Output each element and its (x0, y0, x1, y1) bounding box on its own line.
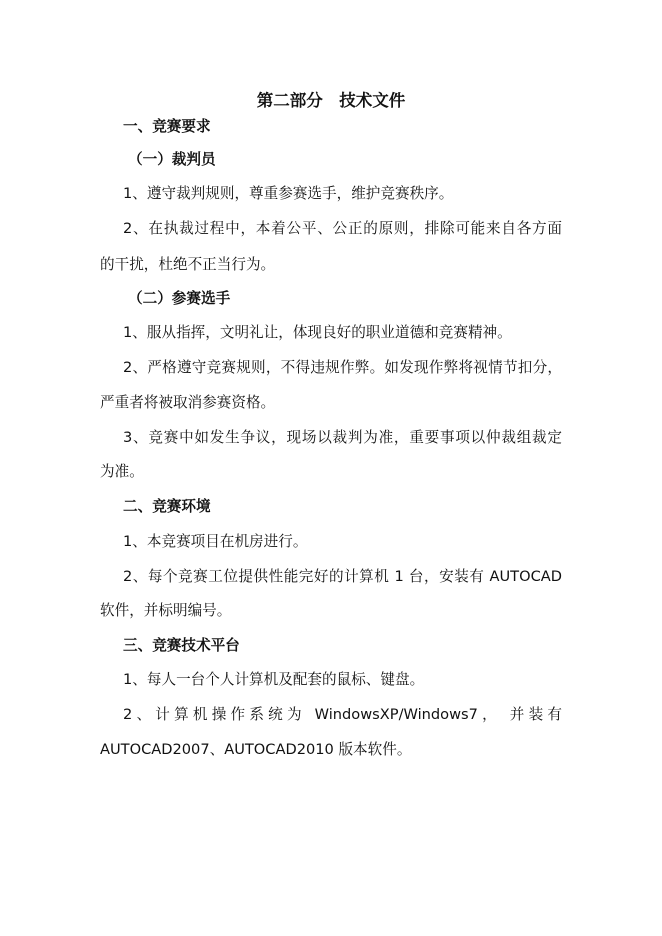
paragraph-line: 为准。 (100, 463, 144, 480)
paragraph-line: 2、每个竞赛工位提供性能完好的计算机 1 台，安装有 AUTOCAD (123, 568, 562, 585)
section-heading-requirements: 一、竞赛要求 (123, 118, 211, 135)
paragraph-line: 的干扰，杜绝不正当行为。 (100, 256, 276, 273)
paragraph: 1、服从指挥，文明礼让，体现良好的职业道德和竞赛精神。 (123, 324, 512, 341)
subheading-referees: （一）裁判员 (128, 151, 216, 168)
paragraph: 1、每人一台个人计算机及配套的鼠标、键盘。 (123, 671, 425, 688)
paragraph-line: 3、竞赛中如发生争议，现场以裁判为准，重要事项以仲裁组裁定 (123, 429, 562, 446)
paragraph: 1、遵守裁判规则，尊重参赛选手，维护竞赛秩序。 (123, 185, 454, 202)
paragraph: 1、本竞赛项目在机房进行。 (123, 533, 308, 550)
paragraph-line: 2、计算机操作系统为 WindowsXP/Windows7， 并装有 (123, 706, 562, 723)
page-title: 第二部分 技术文件 (256, 91, 406, 110)
paragraph-line: 2、严格遵守竞赛规则，不得违规作弊。如发现作弊将视情节扣分， (123, 359, 562, 376)
paragraph-line: 2、在执裁过程中，本着公平、公正的原则，排除可能来自各方面 (123, 220, 562, 237)
paragraph-line: 严重者将被取消参赛资格。 (100, 394, 276, 411)
paragraph-line: 软件，并标明编号。 (100, 602, 232, 619)
section-heading-environment: 二、竞赛环境 (123, 498, 211, 515)
subheading-contestants: （二）参赛选手 (128, 290, 231, 307)
section-heading-platform: 三、竞赛技术平台 (123, 637, 240, 654)
paragraph-line: AUTOCAD2007、AUTOCAD2010 版本软件。 (100, 741, 412, 758)
